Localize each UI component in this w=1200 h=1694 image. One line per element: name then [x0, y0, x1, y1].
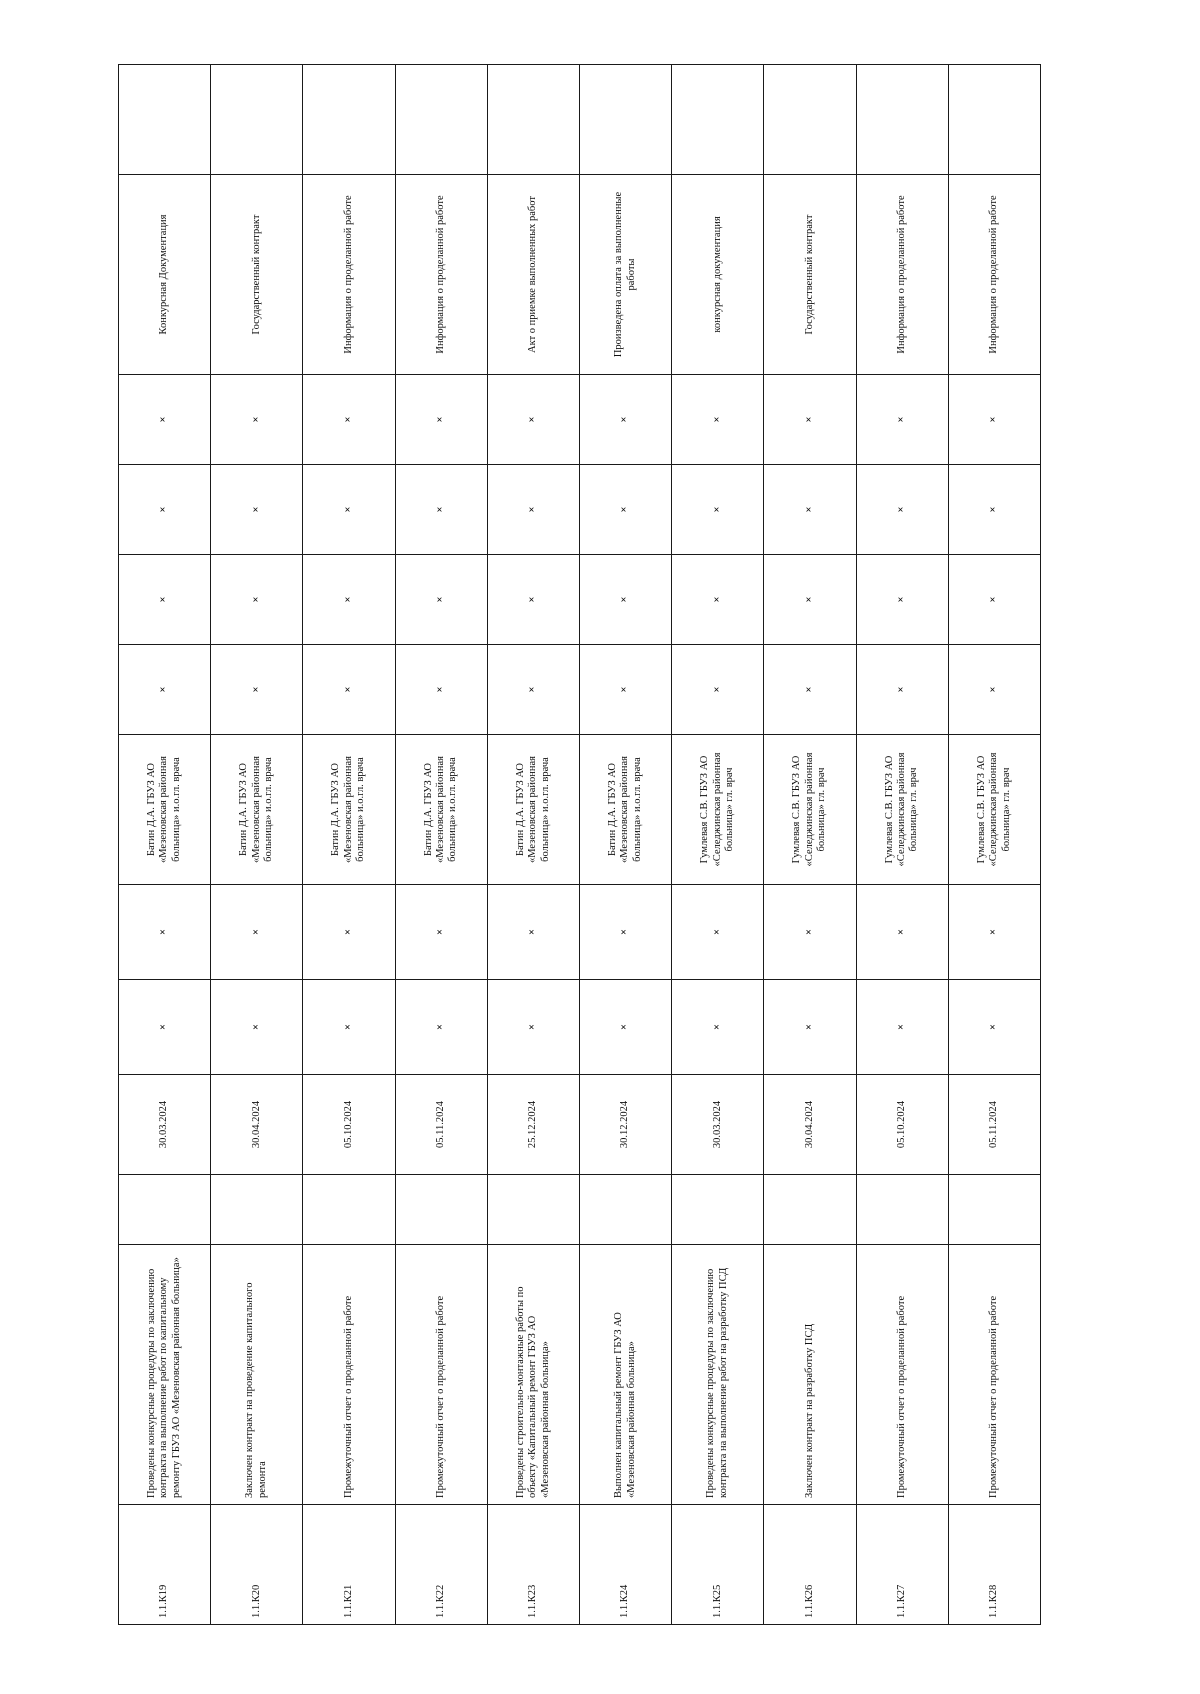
row-mark: ×: [672, 555, 764, 645]
row-number: 1.1.К20: [211, 1505, 303, 1625]
row-description: Заключен контракт на разработку ПСД: [764, 1245, 856, 1505]
table-row: [856, 65, 948, 1625]
row-mark: ×: [856, 645, 948, 735]
row-mark: ×: [764, 375, 856, 465]
row-empty-cell: [211, 1175, 303, 1245]
row-date: 30.03.2024: [672, 1075, 764, 1175]
row-document: Информация о проделанной работе: [948, 175, 1040, 375]
table-row: [395, 65, 487, 1625]
row-responsible: Батин Д.А. ГБУЗ АО «Мезеновская районная больница» и.о.гл. врача: [119, 735, 211, 885]
row-responsible: Гумлевая С.В. ГБУЗ АО «Селеджинская районная больница» гл. врач: [764, 735, 856, 885]
row-mark: ×: [672, 375, 764, 465]
row-number: 1.1.К23: [487, 1505, 579, 1625]
row-document: Конкурсная Документация: [119, 175, 211, 375]
row-mark: ×: [211, 555, 303, 645]
row-empty-cell: [119, 1175, 211, 1245]
row-mark: ×: [948, 375, 1040, 465]
row-number: 1.1.К28: [948, 1505, 1040, 1625]
row-empty-cell: [764, 1175, 856, 1245]
row-number: 1.1.К27: [856, 1505, 948, 1625]
row-mark: ×: [856, 555, 948, 645]
row-mark: ×: [487, 465, 579, 555]
table-row: [303, 65, 395, 1625]
row-date: 05.10.2024: [856, 1075, 948, 1175]
row-description: Выполнен капитальный ремонт ГБУЗ АО «Мезеновская районная больница»: [579, 1245, 671, 1505]
row-document: Акт о приемке выполненных работ: [487, 175, 579, 375]
row-description: Проведены конкурсные процедуры по заключению контракта на выполнение работ на разработку ПСД: [672, 1245, 764, 1505]
row-mark: ×: [579, 465, 671, 555]
row-mark: ×: [395, 555, 487, 645]
table-row: [211, 65, 303, 1625]
row-mark: ×: [487, 555, 579, 645]
row-mark: ×: [764, 980, 856, 1075]
row-mark: ×: [119, 645, 211, 735]
row-mark: ×: [764, 645, 856, 735]
row-mark: ×: [948, 980, 1040, 1075]
row-description: Промежуточный отчет о проделанной работе: [303, 1245, 395, 1505]
row-empty-cell: [119, 65, 211, 175]
row-description: Промежуточный отчет о проделанной работе: [395, 1245, 487, 1505]
row-number: 1.1.К22: [395, 1505, 487, 1625]
row-date: 30.03.2024: [119, 1075, 211, 1175]
row-description: Заключен контракт на проведение капитального ремонта: [211, 1245, 303, 1505]
row-mark: ×: [395, 645, 487, 735]
row-empty-cell: [672, 1175, 764, 1245]
row-mark: ×: [672, 885, 764, 980]
row-mark: ×: [303, 645, 395, 735]
row-responsible: Гумлевая С.В. ГБУЗ АО «Селеджинская районная больница» гл. врач: [856, 735, 948, 885]
row-mark: ×: [579, 645, 671, 735]
row-empty-cell: [856, 65, 948, 175]
row-empty-cell: [856, 1175, 948, 1245]
table-row: [487, 65, 579, 1625]
row-date: 05.11.2024: [948, 1075, 1040, 1175]
row-mark: ×: [856, 980, 948, 1075]
row-description: Проведены строительно-монтажные работы по объекту «Капитальный ремонт ГБУЗ АО «Мезеновская районная больница»: [487, 1245, 579, 1505]
row-mark: ×: [303, 980, 395, 1075]
row-mark: ×: [487, 645, 579, 735]
row-date: 30.12.2024: [579, 1075, 671, 1175]
row-document: Информация о проделанной работе: [856, 175, 948, 375]
row-mark: ×: [119, 465, 211, 555]
row-empty-cell: [948, 1175, 1040, 1245]
row-mark: ×: [487, 375, 579, 465]
rotated-table-page: [118, 65, 1041, 1625]
row-mark: ×: [303, 555, 395, 645]
row-mark: ×: [948, 555, 1040, 645]
row-empty-cell: [579, 65, 671, 175]
row-document: Информация о проделанной работе: [303, 175, 395, 375]
row-mark: ×: [856, 885, 948, 980]
row-mark: ×: [395, 465, 487, 555]
row-mark: ×: [395, 885, 487, 980]
row-mark: ×: [948, 465, 1040, 555]
row-responsible: Гумлевая С.В. ГБУЗ АО «Селеджинская районная больница» гл. врач: [948, 735, 1040, 885]
table-row: [119, 65, 211, 1625]
row-mark: ×: [211, 645, 303, 735]
row-date: 05.10.2024: [303, 1075, 395, 1175]
row-document: Государственный контракт: [211, 175, 303, 375]
row-number: 1.1.К25: [672, 1505, 764, 1625]
row-mark: ×: [119, 885, 211, 980]
row-mark: ×: [303, 375, 395, 465]
row-date: 25.12.2024: [487, 1075, 579, 1175]
row-mark: ×: [672, 980, 764, 1075]
row-document: Государственный контракт: [764, 175, 856, 375]
table-row: [672, 65, 764, 1625]
row-date: 05.11.2024: [395, 1075, 487, 1175]
row-responsible: Батин Д.А. ГБУЗ АО «Мезеновская районная больница» и.о.гл. врача: [487, 735, 579, 885]
row-mark: ×: [211, 465, 303, 555]
row-mark: ×: [764, 885, 856, 980]
row-empty-cell: [303, 1175, 395, 1245]
row-responsible: Батин Д.А. ГБУЗ АО «Мезеновская районная больница» и.о.гл. врача: [211, 735, 303, 885]
table-body: [119, 65, 1041, 1625]
row-empty-cell: [303, 65, 395, 175]
row-mark: ×: [856, 465, 948, 555]
row-empty-cell: [211, 65, 303, 175]
row-mark: ×: [119, 980, 211, 1075]
row-mark: ×: [764, 555, 856, 645]
row-number: 1.1.К21: [303, 1505, 395, 1625]
row-number: 1.1.К24: [579, 1505, 671, 1625]
row-mark: ×: [579, 885, 671, 980]
row-responsible: Батин Д.А. ГБУЗ АО «Мезеновская районная больница» и.о.гл. врача: [303, 735, 395, 885]
row-responsible: Батин Д.А. ГБУЗ АО «Мезеновская районная больница» и.о.гл. врача: [395, 735, 487, 885]
row-mark: ×: [764, 465, 856, 555]
row-number: 1.1.К26: [764, 1505, 856, 1625]
table-row: [764, 65, 856, 1625]
row-responsible: Гумлевая С.В. ГБУЗ АО «Селеджинская районная больница» гл. врач: [672, 735, 764, 885]
row-mark: ×: [487, 980, 579, 1075]
row-mark: ×: [672, 645, 764, 735]
row-document: Информация о проделанной работе: [395, 175, 487, 375]
row-mark: ×: [579, 375, 671, 465]
row-empty-cell: [395, 65, 487, 175]
row-date: 30.04.2024: [764, 1075, 856, 1175]
plan-table: [118, 64, 1041, 1625]
row-empty-cell: [579, 1175, 671, 1245]
row-empty-cell: [948, 65, 1040, 175]
row-mark: ×: [856, 375, 948, 465]
row-date: 30.04.2024: [211, 1075, 303, 1175]
row-description: Промежуточный отчет о проделанной работе: [948, 1245, 1040, 1505]
row-document: Произведена оплата за выполненные работы: [579, 175, 671, 375]
row-document: конкурсная документация: [672, 175, 764, 375]
table-row: [948, 65, 1040, 1625]
row-responsible: Батин Д.А. ГБУЗ АО «Мезеновская районная больница» и.о.гл. врача: [579, 735, 671, 885]
row-empty-cell: [487, 65, 579, 175]
row-mark: ×: [579, 980, 671, 1075]
row-empty-cell: [487, 1175, 579, 1245]
row-empty-cell: [672, 65, 764, 175]
row-mark: ×: [948, 885, 1040, 980]
row-description: Промежуточный отчет о проделанной работе: [856, 1245, 948, 1505]
row-mark: ×: [119, 375, 211, 465]
row-mark: ×: [303, 885, 395, 980]
table-row: [579, 65, 671, 1625]
row-mark: ×: [303, 465, 395, 555]
row-description: Проведены конкурсные процедуры по заключению контракта на выполнение работ по капитальному ремонту ГБУЗ АО «Мезеновская районная больница»: [119, 1245, 211, 1505]
row-mark: ×: [487, 885, 579, 980]
row-mark: ×: [395, 375, 487, 465]
row-mark: ×: [672, 465, 764, 555]
row-number: 1.1.К19: [119, 1505, 211, 1625]
row-mark: ×: [395, 980, 487, 1075]
row-mark: ×: [211, 885, 303, 980]
row-mark: ×: [211, 375, 303, 465]
row-mark: ×: [211, 980, 303, 1075]
row-mark: ×: [579, 555, 671, 645]
row-empty-cell: [764, 65, 856, 175]
row-empty-cell: [395, 1175, 487, 1245]
row-mark: ×: [948, 645, 1040, 735]
row-mark: ×: [119, 555, 211, 645]
